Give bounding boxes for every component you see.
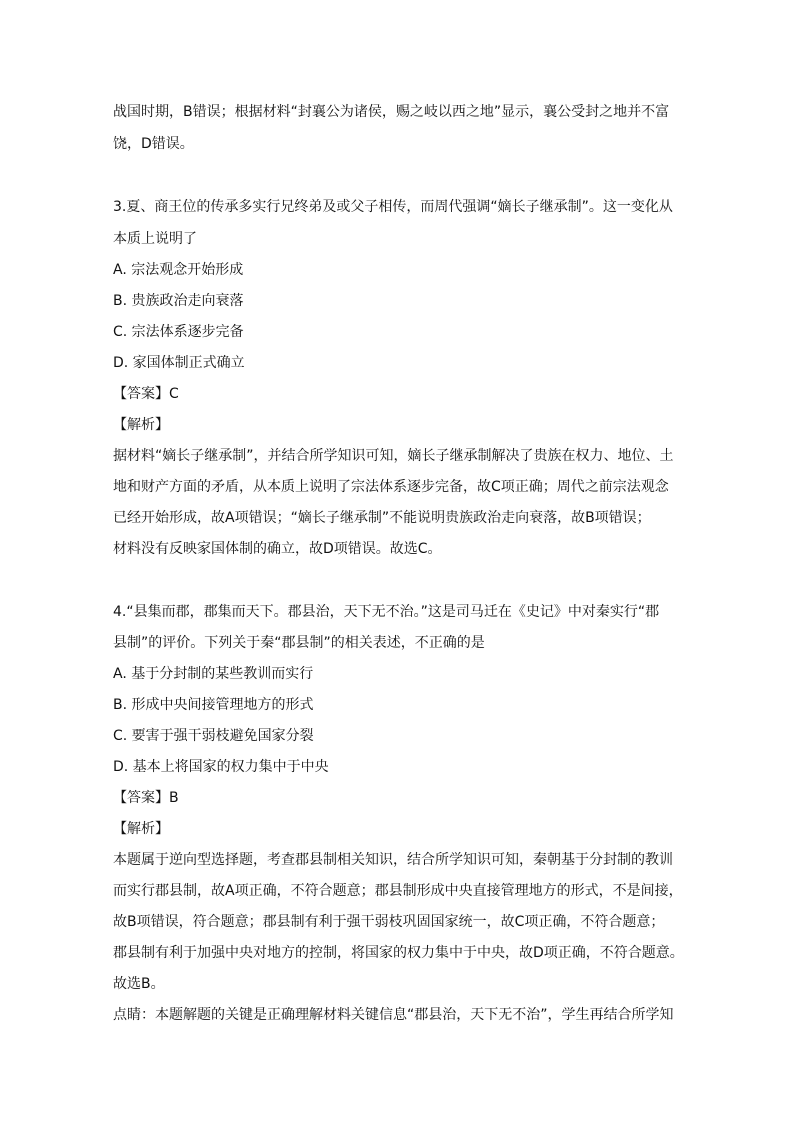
question-3-analysis-line-1: 据材料“嫡长子继承制”，并结合所学知识可知，嫡长子继承制解决了贵族在权力、地位、土 — [113, 448, 674, 464]
question-4-option-b: B. 形成中央间接管理地方的形式 — [113, 697, 314, 713]
question-3-analysis-heading: 【解析】 — [113, 417, 169, 433]
question-3-option-a: A. 宗法观念开始形成 — [113, 262, 244, 278]
question-4-analysis-heading: 【解析】 — [113, 821, 169, 837]
question-4-option-a: A. 基于分封制的某些教训而实行 — [113, 666, 314, 682]
question-3-analysis-line-3: 已经开始形成，故A项错误；“嫡长子继承制”不能说明贵族政治走向衰落，故B项错误； — [113, 510, 651, 526]
question-4-stem-line-2: 县制”的评价。下列关于秦“郡县制”的相关表述，不正确的是 — [113, 635, 485, 651]
question-4-answer: 【答案】B — [113, 790, 179, 806]
continuation-line-1: 战国时期，B错误；根据材料“封襄公为诸侯，赐之岐以西之地”显示，襄公受封之地并不富 — [113, 104, 670, 120]
question-4-option-c: C. 要害于强干弱枝避免国家分裂 — [113, 728, 314, 744]
question-3-analysis-line-4: 材料没有反映家国体制的确立，故D项错误。故选C。 — [113, 541, 442, 557]
question-3-option-c: C. 宗法体系逐步完备 — [113, 324, 244, 340]
continuation-line-2: 饶，D错误。 — [113, 136, 194, 152]
question-4-stem-line-1: 4.“县集而郡，郡集而天下。郡县治，天下无不治。”这是司马迁在《史记》中对秦实行“郡 — [113, 604, 660, 620]
question-4-analysis-line-1: 本题属于逆向型选择题，考查郡县制相关知识，结合所学知识可知，秦朝基于分封制的教训 — [113, 852, 673, 868]
question-4-analysis-line-2: 而实行郡县制，故A项正确，不符合题意；郡县制形成中央直接管理地方的形式，不是间接， — [113, 883, 683, 899]
question-3-stem-line-2: 本质上说明了 — [113, 231, 197, 247]
question-4-comment: 点睛：本题解题的关键是正确理解材料关键信息“郡县治，天下无不治”，学生再结合所学知 — [113, 1007, 674, 1023]
question-3-analysis-line-2: 地和财产方面的矛盾，从本质上说明了宗法体系逐步完备，故C项正确；周代之前宗法观念 — [113, 479, 669, 495]
question-4-analysis-line-4: 郡县制有利于加强中央对地方的控制，将国家的权力集中于中央，故D项正确，不符合题意。 — [113, 945, 684, 961]
question-4-analysis-line-3: 故B项错误，符合题意；郡县制有利于强干弱枝巩固国家统一，故C项正确，不符合题意； — [113, 914, 665, 930]
question-4-option-d: D. 基本上将国家的权力集中于中央 — [113, 759, 329, 775]
question-3-stem-line-1: 3.夏、商王位的传承多实行兄终弟及或父子相传，而周代强调“嫡长子继承制”。这一变化从 — [113, 199, 673, 215]
question-3-option-b: B. 贵族政治走向衰落 — [113, 293, 244, 309]
question-3-option-d: D. 家国体制正式确立 — [113, 355, 245, 371]
question-4-analysis-line-5: 故选B。 — [113, 976, 165, 992]
question-3-answer: 【答案】C — [113, 386, 179, 402]
